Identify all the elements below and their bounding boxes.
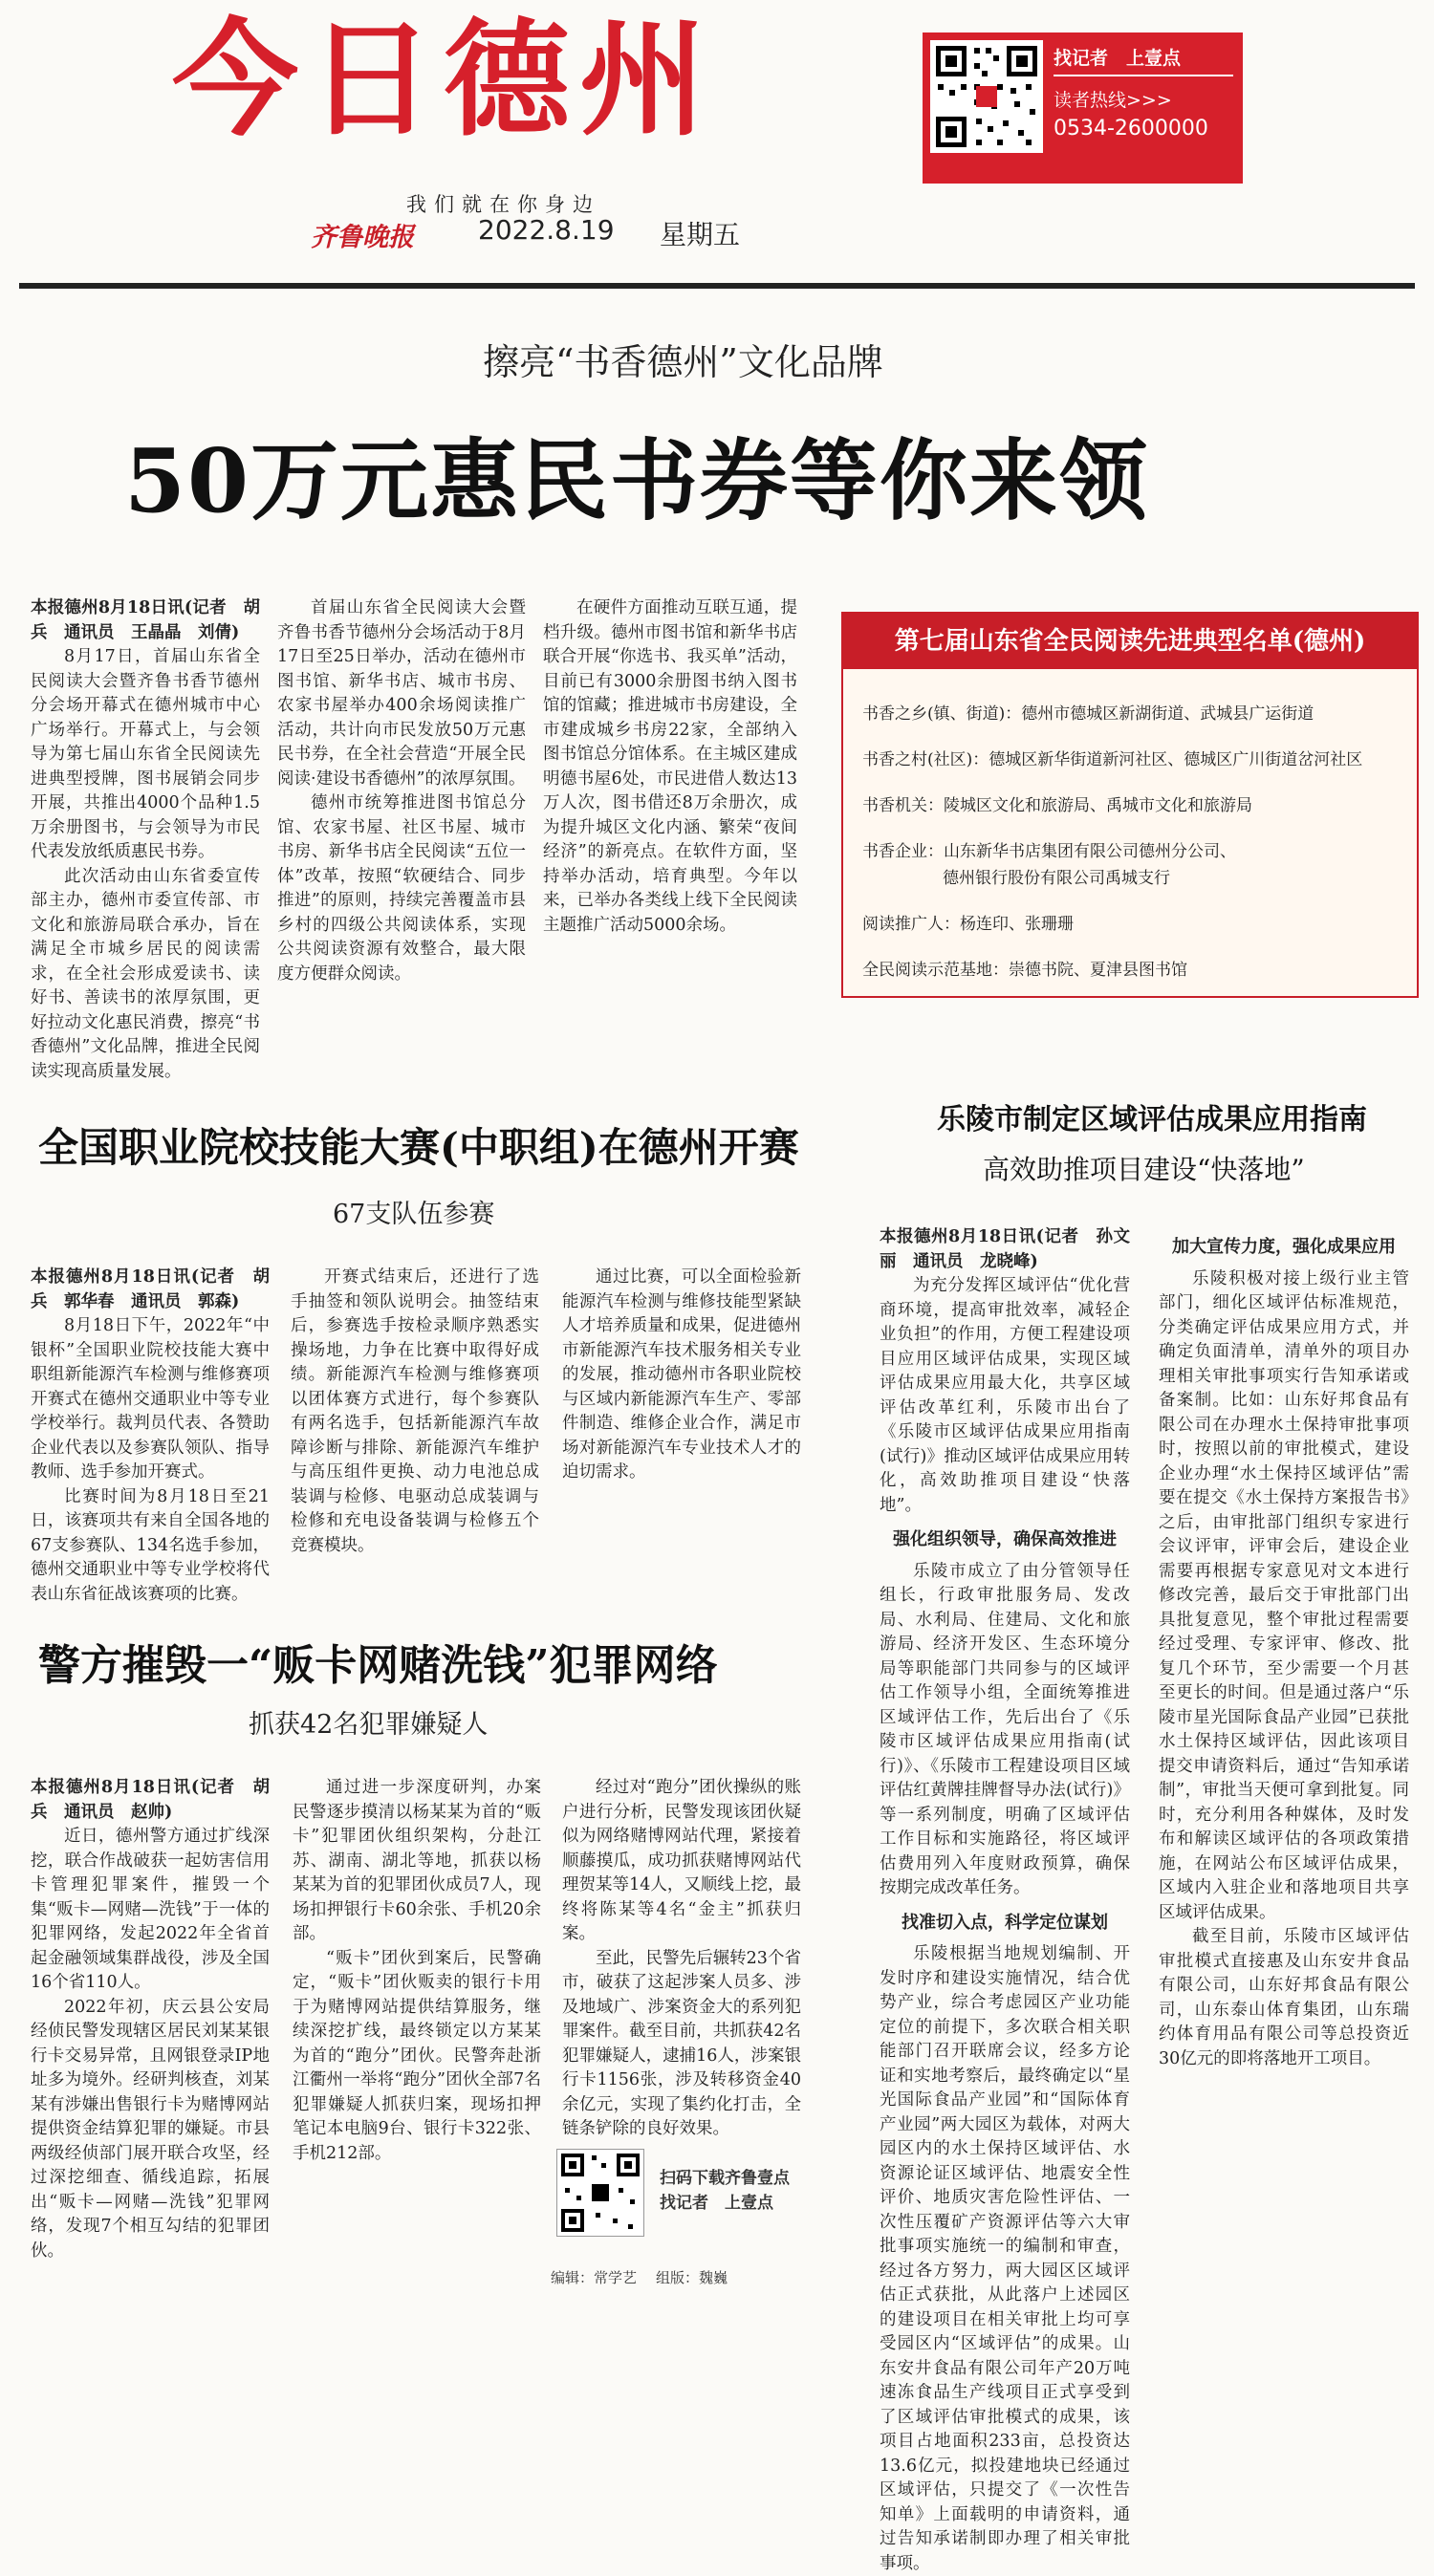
article1-column-1	[31, 596, 260, 1081]
honor-row: 阅读推广人：杨连印、张珊珊	[862, 915, 1074, 934]
honor-row: 德州银行股份有限公司禹城支行	[943, 869, 1170, 888]
article2-paragraph: 比赛时间为8月18日至21日，该赛项共有来自全国各地的67支参赛队、134名选手参加，德州交通职业中等专业学校将代表山东省征战该赛项的比赛。	[31, 1486, 270, 1604]
article4-paragraph: 至此，民警先后辗转23个省市，破获了这起涉案人员多、涉及地域广、涉案资金大的系列犯罪案件。截至目前，共抓获42名犯罪嫌疑人，逮捕16人，涉案银行卡1156张，涉及转移资金40余亿元，实现了集约化打击，全链条铲除的良好效果。	[562, 1948, 801, 2138]
article3-section-title: 找准切入点，科学定位谋划	[902, 1912, 1108, 1933]
article3-paragraph: 乐陵根据当地规划编制、开发时序和建设实施情况，结合优势产业，综合考虑园区产业功能定位的前提下，多次联合相关职能部门召开联席会议，经多方论证和实地考察后，最终确定以“星光国际食品产业园”和“国际体育产业园”两大园区为载体，对两大园区内的水土保持区域评估、水资源论证区域评估、地震安全性评价、地质灾害危险性评估、一次性压覆矿产资源评估等六大审批事项实施统一的编制和审查，经过各方努力，两大园区区域评估正式获批，从此落户上述园区的建设项目在相关审批上均可享受园区内“区域评估”的成果。山东安井食品有限公司年产20万吨速冻食品生产线项目正式享受到了区域评估审批模式的成果，该项目占地面积233亩，总投资达13.6亿元，拟投建地块已经通过区域评估，只提交了《一次性告知单》上面载明的申请资料，通过告知承诺制即办理了相关审批事项。	[880, 1944, 1130, 2573]
contact-divider	[1054, 75, 1233, 76]
honor-row: 书香企业：山东新华书店集团有限公司德州分公司、	[862, 842, 1236, 861]
article3-section-title: 强化组织领导，确保高效推进	[893, 1529, 1117, 1549]
issue-weekday: 星期五	[660, 219, 741, 250]
article3-paragraph: 乐陵市成立了由分管领导任组长，行政审批服务局、发改局、水利局、住建局、文化和旅游局、经济开发区、生态环境分局等职能部门共同参与的区域评估工作领导小组，全面统筹推进区域评估工作，先后出台了《乐陵市区域评估成果应用指南(试行)》、《乐陵市工程建设项目区域评估红黄牌挂牌督导办法(试行)》等一系列制度，明确了区域评估工作目标和实施路径，将区域评估费用列入年度财政预算，确保按期完成改革任务。	[880, 1561, 1130, 1897]
contact-reporter-label: 找记者 上壹点	[1054, 48, 1182, 69]
article4-column-3	[562, 1776, 801, 2138]
article3-paragraph: 乐陵积极对接上级行业主管部门，细化区域评估标准规范，分类确定评估成果应用方式，并确定负面清单，清单外的项目办理相关审批事项实行告知承诺或备案制。比如：山东好邦食品有限公司在办理水土保持审批事项时，按照以前的审批模式，建设企业办理“水土保持区域评估”需要在提交《水土保持方案报告书》之后，由审批部门组织专家进行会议评审，评审会后，建设企业需要再根据专家意见对文本进行修改完善，最后交于审批部门出具批复意见，整个审批过程需要经过受理、专家评审、修改、批复几个环节，至少需要一个月甚至更长的时间。但是通过落户“乐陵市星光国际食品产业园”已获批水土保持区域评估，因此该项目提交申请资料后，通过“告知承诺制”，审批当天便可拿到批复。同时，充分利用各种媒体，及时发布和解读区域评估的各项政策措施，在网站公布区域评估成果，区域内入驻企业和落地项目共享区域评估成果。	[1159, 1268, 1409, 1922]
article4-paragraph: “贩卡”团伙到案后，民警确定，“贩卡”团伙贩卖的银行卡用于为赌博网站提供结算服务，继续深挖扩线，最终锁定以方某某为首的“跑分”团伙。民警奔赴浙江衢州一举将“跑分”团伙全部7名犯罪嫌疑人抓获归案，现场扣押笔记本电脑9台、银行卡322张、手机212部。	[293, 1948, 541, 2163]
footer-qr-code-icon	[556, 2149, 644, 2237]
article3-column-2	[1159, 1225, 1409, 2288]
article4-paragraph: 近日，德州警方通过扩线深挖，联合作战破获一起妨害信用卡管理犯罪案件，摧毁一个集“贩卡—网赌—洗钱”于一体的犯罪网络，发起2022年全省首起金融领域集群战役，涉及全国16个省110人。	[31, 1827, 270, 1992]
masthead-brand-logo: 齐鲁晚报	[311, 223, 414, 252]
article1-byline: 本报德州8月18日讯(记者 胡兵 通讯员 王晶晶 刘倩)	[31, 598, 260, 642]
footer-designer: 组版：魏巍	[656, 2269, 728, 2286]
contact-box	[923, 32, 1243, 184]
honor-row: 书香之乡(镇、街道)：德州市德城区新湖街道、武城县广运街道	[862, 704, 1314, 724]
article2-byline: 本报德州8月18日讯(记者 胡兵 郭华春 通讯员 郭森)	[31, 1267, 270, 1311]
article1-column-2	[277, 596, 526, 1027]
article2-headline: 全国职业院校技能大赛(中职组)在德州开赛	[38, 1124, 799, 1171]
article1-paragraph: 首届山东省全民阅读大会暨齐鲁书香节德州分会场活动于8月17日至25日举办，活动在德州市图书馆、新华书店、城市书房、农家书屋举办400余场阅读推广活动，共计向市民发放50万元惠民书券，在全社会营造“开展全民阅读·建设书香德州”的浓厚氛围。	[277, 598, 526, 789]
article1-paragraph: 8月17日，首届山东省全民阅读大会暨齐鲁书香节德州分会场开幕式在德州城市中心广场举行。开幕式上，与会领导为第七届山东省全民阅读先进典型授牌，图书展销会同步开展，共推出4000个品种1.5万余册图书，与会领导为市民代表发放纸质惠民书券。	[31, 647, 260, 861]
issue-date: 2022.8.19	[478, 214, 615, 246]
article2-column-3	[562, 1266, 801, 1581]
article3-paragraph: 截至目前，乐陵市区域评估审批模式直接惠及山东安井食品有限公司，山东好邦食品有限公司，山东泰山体育集团，山东瑞约体育用品有限公司等总投资近30亿元的即将落地开工项目。	[1159, 1927, 1409, 2068]
article4-column-2	[293, 1776, 541, 2288]
article4-headline: 警方摧毁一“贩卡网赌洗钱”犯罪网络	[38, 1641, 718, 1690]
honor-row: 书香机关：陵城区文化和旅游局、禹城市文化和旅游局	[862, 796, 1252, 815]
article3-column-1	[880, 1225, 1130, 2573]
article3-sub: 高效助推项目建设“快落地”	[983, 1154, 1305, 1185]
qr-code-icon	[930, 40, 1043, 153]
article3-byline: 本报德州8月18日讯(记者 孙文丽 通讯员 龙晓峰)	[880, 1227, 1130, 1271]
article1-paragraph: 在硬件方面推动互联互通，提档升级。德州市图书馆和新华书店联合开展“你选书、我买单”活动，目前已有3000余册图书纳入图书馆的馆藏；推进城市书房建设，全市建成城乡书房22家，全部纳入图书馆总分馆体系。在主城区建成明德书屋6处，市民进借人数达13万人次，图书借还8万余册次，成为提升城区文化内涵、繁荣“夜间经济”的新亮点。在软件方面，坚持举办活动，培育典型。今年以来，已举办各类线上线下全民阅读主题推广活动5000余场。	[543, 598, 797, 935]
article2-column-1	[31, 1266, 270, 1604]
article3-headline: 乐陵市制定区域评估成果应用指南	[937, 1103, 1367, 1136]
article4-paragraph: 通过进一步深度研判，办案民警逐步摸清以杨某某为首的“贩卡”犯罪团伙组织架构，分赴江苏、湖南、湖北等地，抓获以杨某某为首的犯罪团伙成员7人，现场扣押银行卡60余张、手机20余部。	[293, 1778, 541, 1943]
honor-list-box	[841, 612, 1419, 998]
honor-row: 书香之村(社区)：德城区新华街道新河社区、德城区广川街道岔河社区	[862, 750, 1363, 769]
footer-qr-text: 扫码下载齐鲁壹点	[660, 2169, 790, 2188]
article3-section-title: 加大宣传力度，强化成果应用	[1172, 1237, 1396, 1257]
article4-paragraph: 2022年初，庆云县公安局经侦民警发现辖区居民刘某某银行卡交易异常，且网银登录IP地址多为境外。经研判核查，刘某某有涉嫌出售银行卡为赌博网站提供资金结算犯罪的嫌疑。市县两级经侦部门展开联合攻坚，经过深挖细查、循线追踪，拓展出“贩卡—网赌—洗钱”犯罪网络，发现7个相互勾结的犯罪团伙。	[31, 1997, 270, 2261]
contact-hotline-number: 0534-2600000	[1054, 117, 1208, 141]
article1-column-3	[543, 596, 797, 1027]
article2-paragraph: 8月18日下午，2022年“中银杯”全国职业院校技能大赛中职组新能源汽车检测与维修赛项开赛式在德州交通职业中等专业学校举行。裁判员代表、各赞助企业代表以及参赛队领队、指导教师、选手参加开赛式。	[31, 1316, 270, 1482]
footer-qr-text: 找记者 上壹点	[660, 2194, 773, 2213]
footer-editor: 编辑：常学艺	[551, 2269, 638, 2286]
article2-sub: 67支队伍参赛	[333, 1200, 495, 1229]
masthead-rule	[19, 283, 1415, 289]
masthead-slogan: 我们就在你身边	[406, 193, 600, 216]
article1-headline: 50万元惠民书券等你来领	[124, 429, 1150, 532]
contact-hotline-label: 读者热线>>>	[1054, 90, 1172, 111]
article2-column-2	[291, 1266, 539, 1581]
masthead-title: 今日德州	[172, 7, 715, 154]
article4-column-1	[31, 1776, 270, 2288]
article4-paragraph: 经过对“跑分”团伙操纵的账户进行分析，民警发现该团伙疑似为网络赌博网站代理，紧接着顺藤摸瓜，成功抓获赌博网站代理贺某等14人，又顺线上挖，最终将陈某等4名“金主”抓获归案。	[562, 1778, 801, 1943]
article4-byline: 本报德州8月18日讯(记者 胡兵 通讯员 赵帅)	[31, 1778, 270, 1822]
article3-paragraph: 为充分发挥区域评估“优化营商环境，提高审批效率，减轻企业负担”的作用，方便工程建设项目应用区域评估成果，实现区域评估成果应用最大化，共享区域评估改革红利，乐陵市出台了《乐陵市区域评估成果应用指南(试行)》推动区域评估成果应用转化，高效助推项目建设“快落地”。	[880, 1276, 1130, 1515]
article1-paragraph: 德州市统筹推进图书馆总分馆、农家书屋、社区书屋、城市书房、新华书店全民阅读“五位一体”改革，按照“软硬结合、同步推进”的原则，持续完善覆盖市县乡村的四级公共阅读体系，实现公共阅读资源有效整合，最大限度方便群众阅读。	[277, 793, 526, 984]
honor-row: 全民阅读示范基地：崇德书院、夏津县图书馆	[862, 961, 1187, 980]
article4-sub: 抓获42名犯罪嫌疑人	[249, 1710, 489, 1740]
article1-kicker: 擦亮“书香德州”文化品牌	[483, 341, 883, 383]
article1-paragraph: 此次活动由山东省委宣传部主办，德州市委宣传部、市文化和旅游局联合承办，旨在满足全市城乡居民的阅读需求，在全社会形成爱读书、读好书、善读书的浓厚氛围，更好拉动文化惠民消费，擦亮“书香德州”文化品牌，推进全民阅读实现高质量发展。	[31, 866, 260, 1081]
honor-list-title: 第七届山东省全民阅读先进典型名单(德州)	[843, 614, 1417, 669]
article2-paragraph: 通过比赛，可以全面检验新能源汽车检测与维修技能型紧缺人才培养质量和成果，促进德州市新能源汽车技术服务相关专业的发展，推动德州市各职业院校与区域内新能源汽车生产、零部件制造、维修企业合作，满足市场对新能源汽车专业技术人才的迫切需求。	[562, 1267, 801, 1482]
article2-paragraph: 开赛式结束后，还进行了选手抽签和领队说明会。抽签结束后，参赛选手按检录顺序熟悉实操场地，力争在比赛中取得好成绩。新能源汽车检测与维修赛项以团体赛方式进行，每个参赛队有两名选手，包括新能源汽车故障诊断与排除、新能源汽车维护与高压组件更换、动力电池总成装调与检修、电驱动总成装调与检修和充电设备装调与检修五个竞赛模块。	[291, 1267, 539, 1555]
